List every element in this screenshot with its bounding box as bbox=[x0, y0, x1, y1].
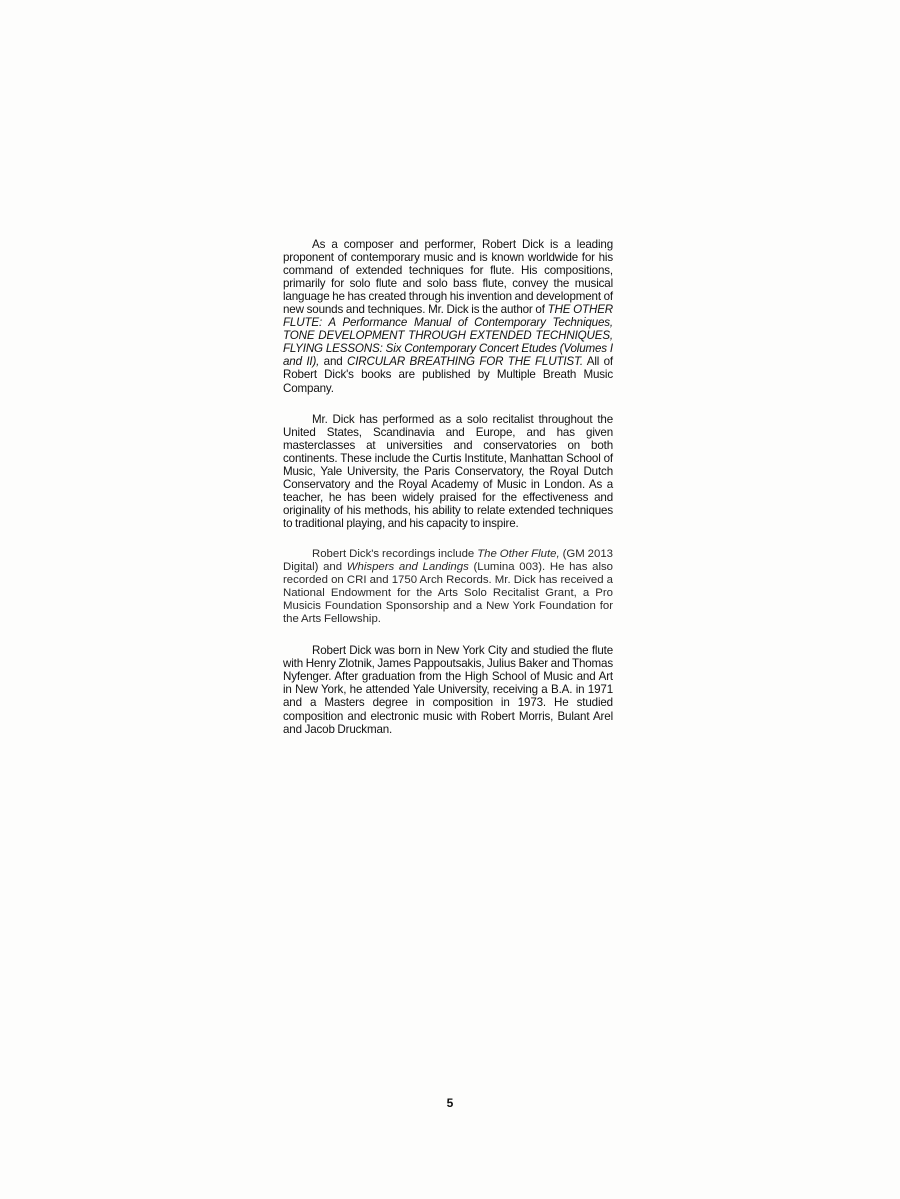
book-titles: THE OTHER FLUTE: A Performance Manual of Contemporary Techniques, TONE DEVELOPMENT THROUGH EXTENDED TECHNIQUES, FLYING LESSONS: Six Contemporary Concert Etudes (Volumes I and II), bbox=[283, 303, 613, 369]
bio-text: (GM 2013 Digital) and bbox=[283, 547, 614, 574]
bio-text: All of Robert Dick's books are published by Multiple Breath Music Company. bbox=[283, 355, 613, 395]
biography-column bbox=[283, 238, 613, 736]
bio-paragraph-recordings bbox=[283, 548, 613, 626]
recording-title-other-flute: The Other Flute, bbox=[477, 547, 560, 560]
bio-paragraph-performer: Mr. Dick has performed as a solo recitalist throughout the United States, Scandinavia and Europe, and has given masterclasses at universities and conservatories on both continents. These include the Curtis Institute, Manhattan School of Music, Yale University, the Paris Conservatory, the Royal Dutch Conservatory and the Royal Academy of Music in London. As a teacher, he has been widely praised for the effectiveness and originality of his methods, his ability to relate extended techniques to traditional playing, and his capacity to inspire. bbox=[283, 412, 613, 530]
recording-title-whispers: Whispers and Landings bbox=[346, 561, 469, 574]
bio-paragraph-education: Robert Dick was born in New York City and studied the flute with Henry Zlotnik, James Pappoutsakis, Julius Baker and Thomas Nyfenger. After graduation from the High School of Music and Art in New York, he attended Yale University, receiving a B.A. in 1971 and a Masters degree in composition in 1973. He studied composition and electronic music with Robert Morris, Bulant Arel and Jacob Druckman. bbox=[283, 644, 613, 736]
bio-text: and bbox=[319, 355, 347, 369]
book-title-circular-breathing: CIRCULAR BREATHING FOR THE FLUTIST. bbox=[347, 355, 583, 369]
page-number: 5 bbox=[446, 1096, 454, 1110]
bio-text: As a composer and performer, Robert Dick is a leading proponent of contemporary music and is known worldwide for his command of extended techniques for flute. His compositions, primarily for solo flute and solo bass flute, convey the musical language he has created through his invention and development of new sounds and techniques. Mr. Dick is the author of bbox=[283, 238, 613, 317]
bio-text: Robert Dick's recordings include bbox=[312, 547, 478, 560]
bio-paragraph-composer bbox=[283, 238, 613, 395]
bio-text: (Lumina 003). He has also recorded on CRI and 1750 Arch Records. Mr. Dick has received a National Endowment for the Arts Solo Recitalist Grant, a Pro Musicis Foundation Sponsorship and a New York Foundation for the Arts Fellowship. bbox=[283, 561, 614, 626]
